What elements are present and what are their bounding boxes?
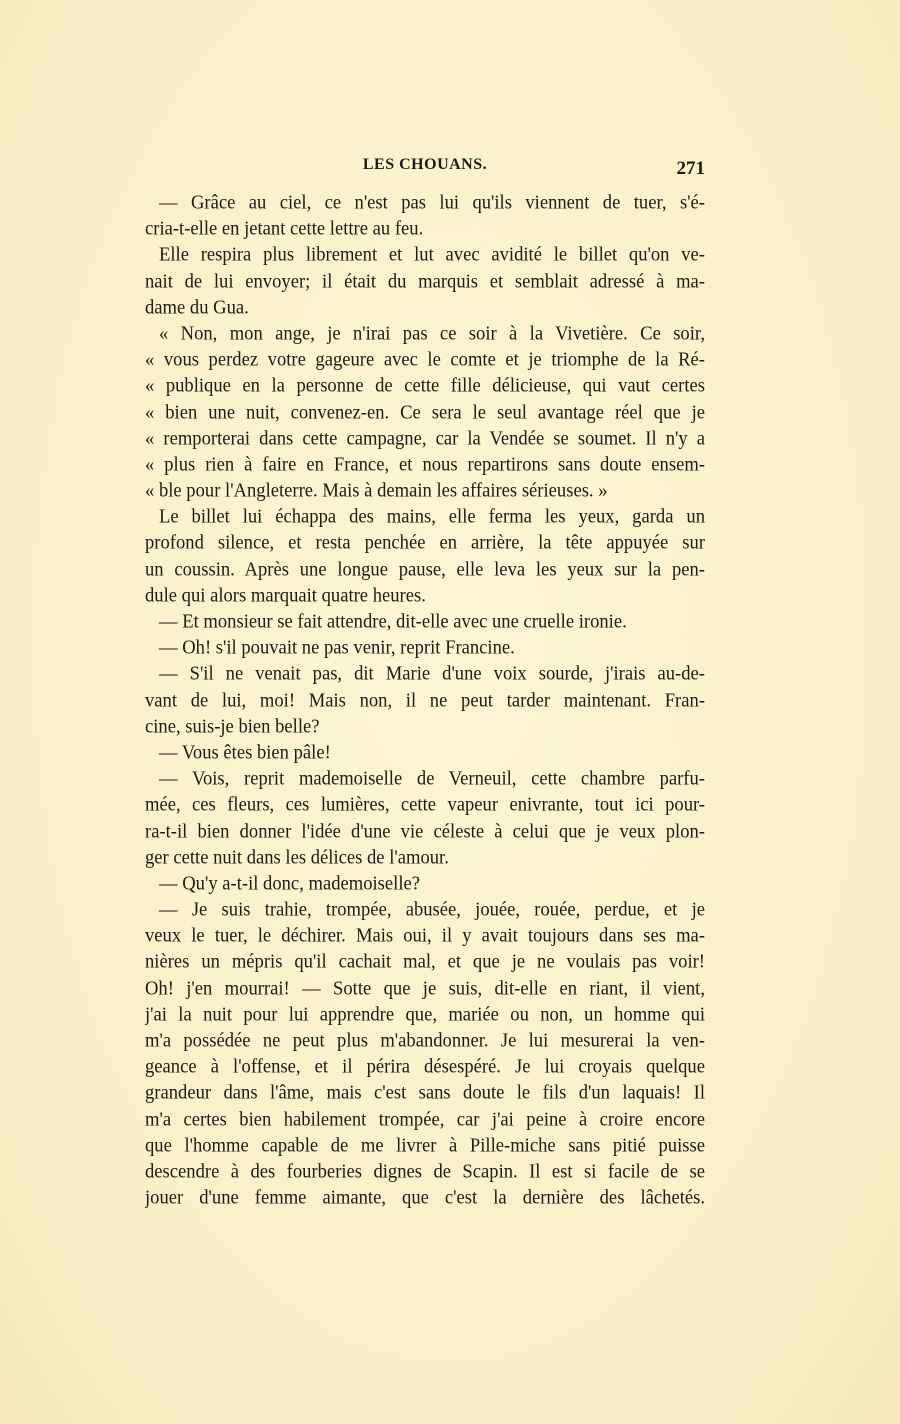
text-line: m'a possédée ne peut plus m'abandonner. Je lui mesurerai la ven- — [145, 1029, 705, 1052]
text-line: ra-t-il bien donner l'idée d'une vie céleste à celui que je veux plon- — [145, 819, 705, 843]
text-line: Le billet lui échappa des mains, elle ferma les yeux, garda un — [159, 505, 705, 528]
text-line: — Oh! s'il pouvait ne pas venir, reprit Francine. — [159, 636, 515, 659]
text-line: Oh! j'en mourrai! — Sotte que je suis, dit-elle en riant, il vient, — [145, 976, 705, 1000]
text-line: descendre à des fourberies dignes de Scapin. Il est si facile de se — [145, 1160, 705, 1183]
page-header — [145, 156, 705, 182]
page-body — [145, 190, 705, 1211]
text-line: « plus rien à faire en France, et nous repartirons sans doute ensem- — [145, 453, 705, 476]
text-line: « bien une nuit, convenez-en. Ce sera le seul avantage réel que je — [145, 400, 705, 424]
text-line: cine, suis-je bien belle? — [145, 715, 320, 738]
text-line: veux le tuer, le déchirer. Mais oui, il y avait toujours dans ses ma- — [145, 924, 705, 947]
text-line: mée, ces fleurs, ces lumières, cette vapeur enivrante, tout ici pour- — [145, 793, 705, 816]
text-line: cria-t-elle en jetant cette lettre au feu. — [145, 217, 424, 240]
text-line: nait de lui envoyer; il était du marquis et semblait adressé à ma- — [145, 269, 705, 293]
text-line: « Non, mon ange, je n'irai pas ce soir à la Vivetière. Ce soir, — [159, 322, 705, 345]
text-line: — S'il ne venait pas, dit Marie d'une voix sourde, j'irais au-de- — [159, 662, 705, 685]
text-line: « publique en la personne de cette fille délicieuse, qui vaut certes — [145, 374, 705, 397]
running-title: LES CHOUANS. — [362, 156, 488, 173]
text-line: j'ai la nuit pour lui apprendre que, mariée ou non, un homme qui — [145, 1003, 705, 1026]
text-line: dule qui alors marquait quatre heures. — [145, 584, 426, 607]
text-line: « vous perdez votre gageure avec le comte et je triomphe de la Ré- — [145, 348, 705, 371]
text-line: — Je suis trahie, trompée, abusée, jouée, rouée, perdue, et je — [159, 898, 705, 921]
text-line: nières un mépris qu'il cachait mal, et que je ne voulais pas voir! — [145, 950, 705, 974]
text-line: « ble pour l'Angleterre. Mais à demain les affaires sérieuses. » — [145, 479, 608, 502]
text-line: ger cette nuit dans les délices de l'amour. — [145, 846, 449, 869]
text-line: grandeur dans l'âme, mais c'est sans doute le fils d'un laquais! Il — [145, 1081, 705, 1104]
page-number: 271 — [676, 158, 705, 179]
text-line: Elle respira plus librement et lut avec avidité le billet qu'on ve- — [159, 243, 705, 266]
text-line: que l'homme capable de me livrer à Pille-miche sans pitié puisse — [145, 1134, 705, 1157]
text-line: jouer d'une femme aimante, que c'est la dernière des lâchetés. — [145, 1186, 705, 1209]
text-line: un coussin. Après une longue pause, elle leva les yeux sur la pen- — [145, 557, 705, 581]
text-line: geance à l'offense, et il périra désespéré. Je lui croyais quelque — [145, 1055, 705, 1078]
text-line: m'a certes bien habilement trompée, car j'ai peine à croire encore — [145, 1107, 705, 1131]
text-line: — Et monsieur se fait attendre, dit-elle avec une cruelle ironie. — [159, 610, 627, 633]
text-line: dame du Gua. — [145, 296, 249, 319]
text-line: — Vois, reprit mademoiselle de Verneuil, cette chambre parfu- — [159, 767, 705, 790]
text-line: — Grâce au ciel, ce n'est pas lui qu'ils viennent de tuer, s'é- — [159, 191, 705, 214]
text-line: profond silence, et resta penchée en arrière, la tête appuyée sur — [145, 531, 705, 555]
text-line: — Vous êtes bien pâle! — [159, 741, 331, 764]
text-line: vant de lui, moi! Mais non, il ne peut tarder maintenant. Fran- — [145, 688, 705, 712]
text-line: — Qu'y a-t-il donc, mademoiselle? — [159, 872, 421, 895]
text-line: « remporterai dans cette campagne, car la Vendée se soumet. Il n'y a — [145, 427, 705, 450]
